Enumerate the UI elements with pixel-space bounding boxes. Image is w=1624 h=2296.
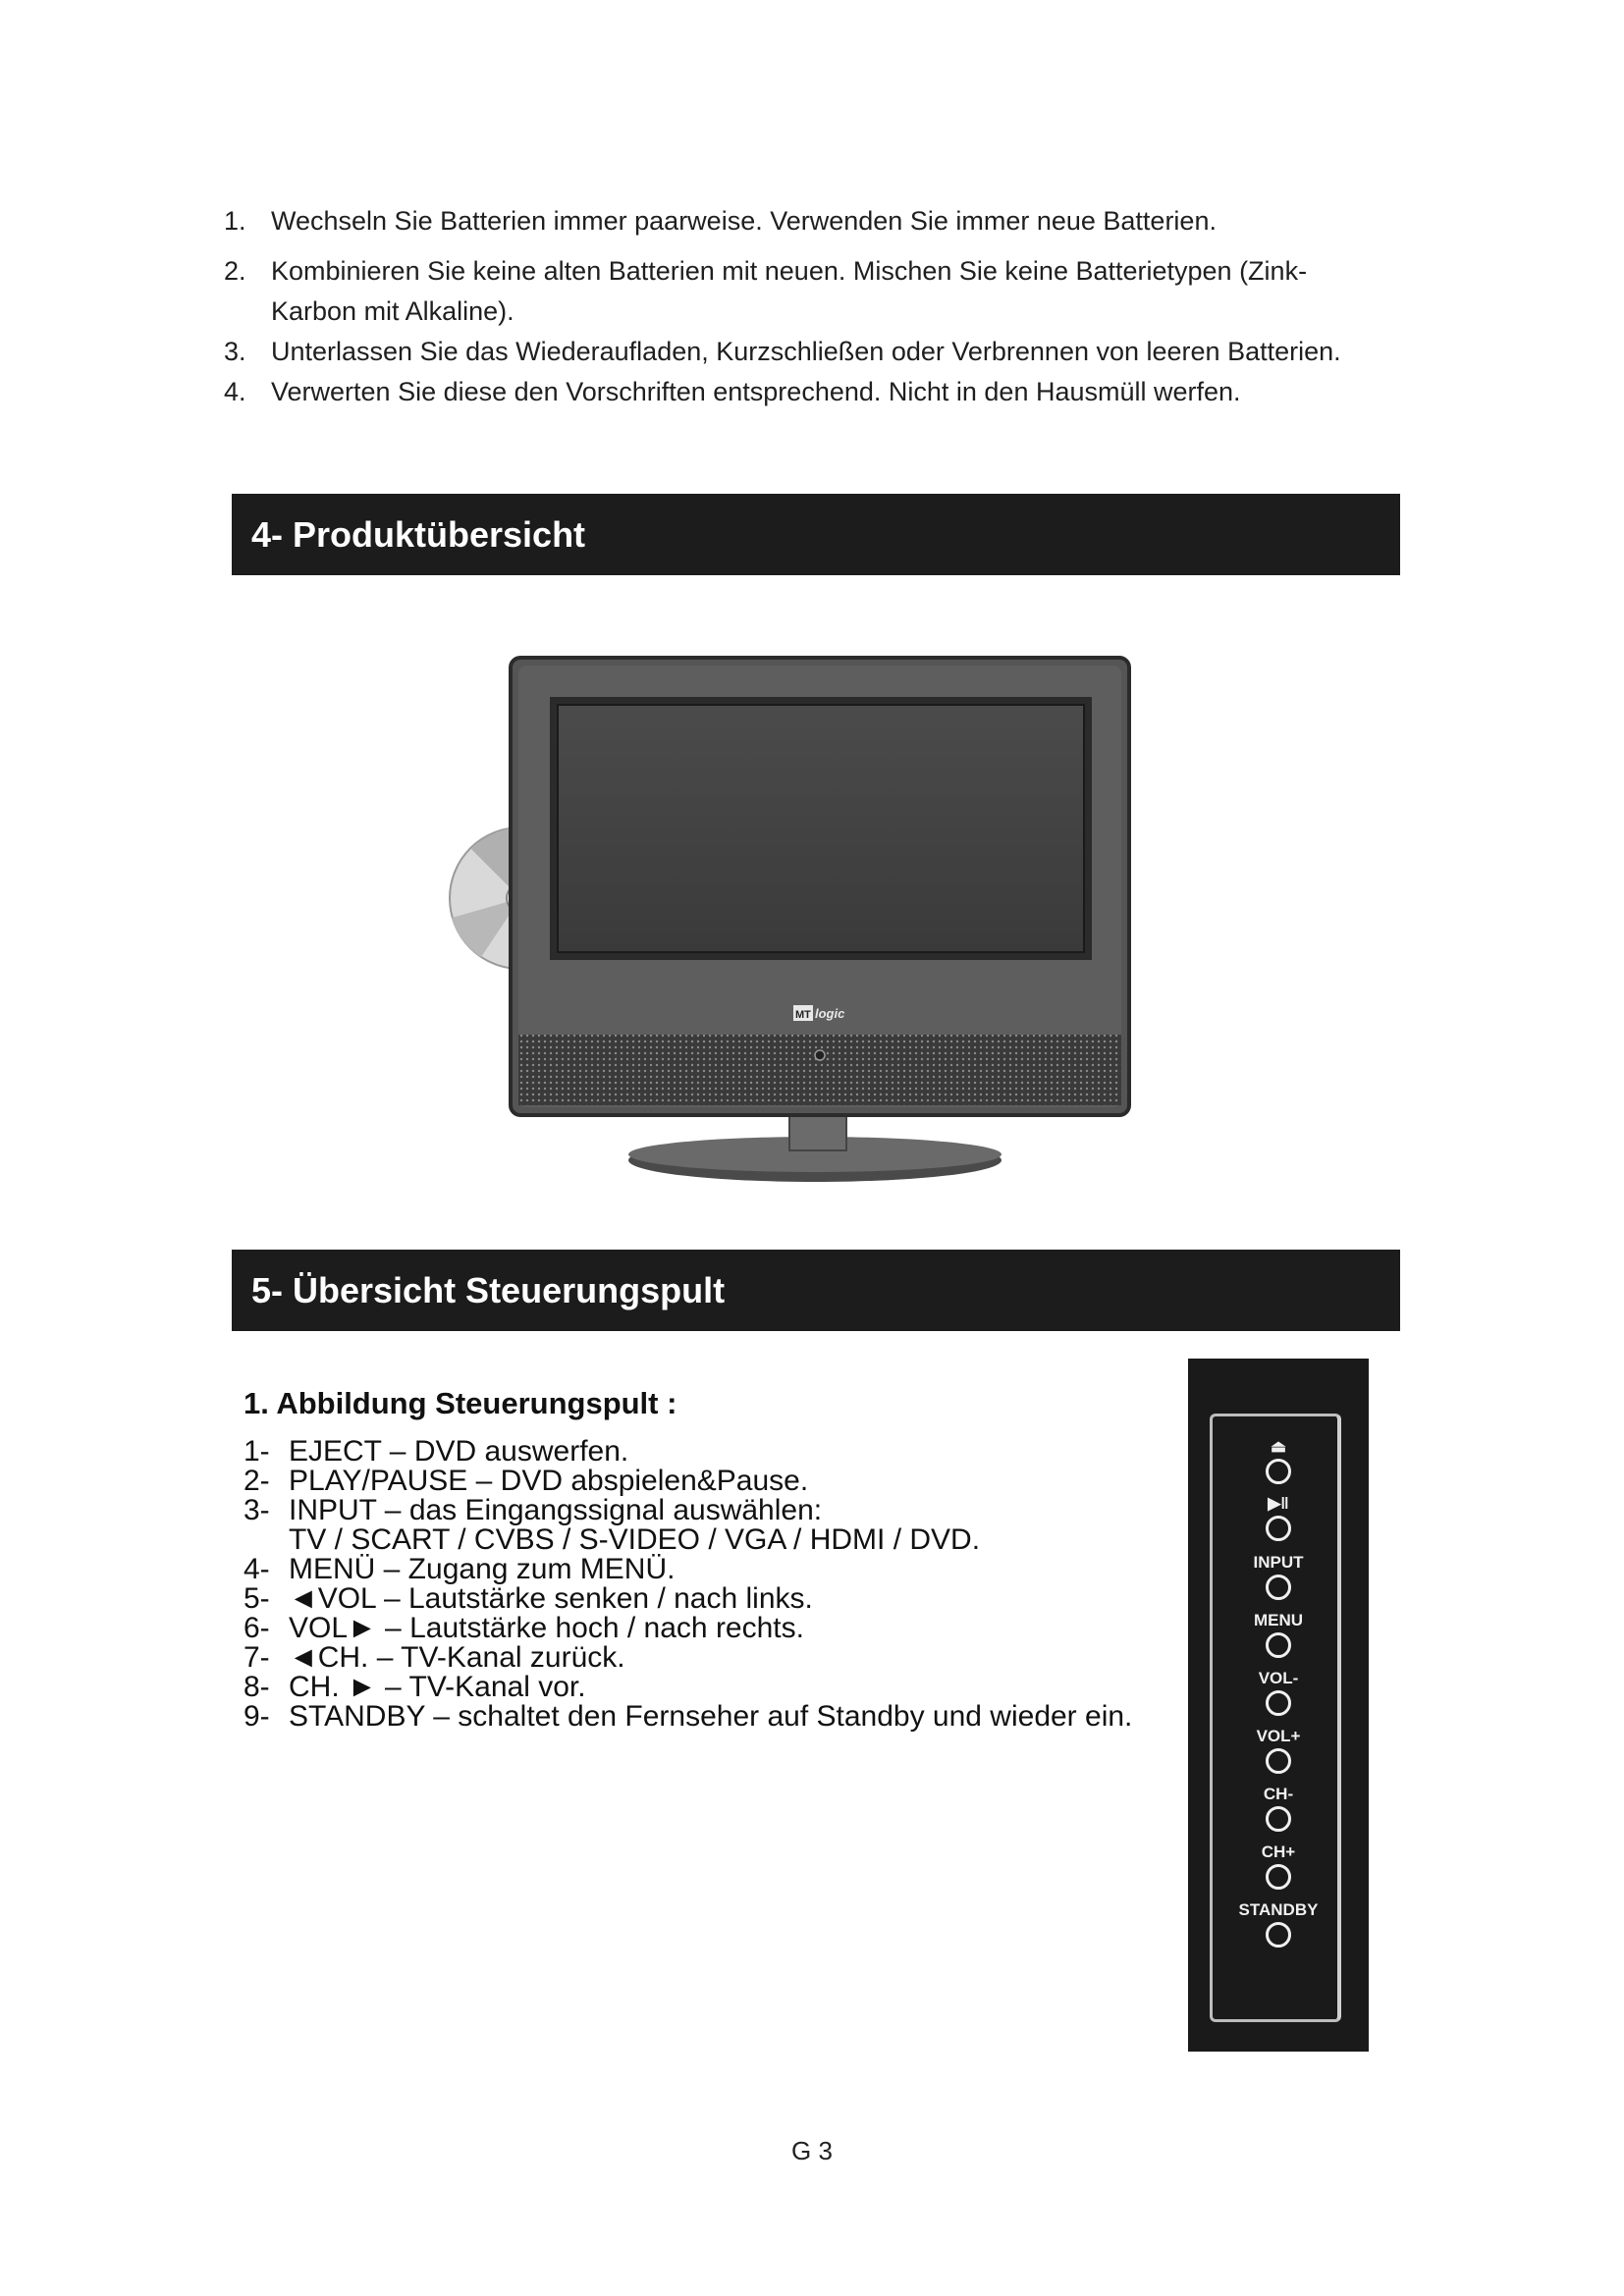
control-panel-heading: 1. Abbildung Steuerungspult : [244, 1386, 677, 1420]
list-item [244, 1643, 1206, 1673]
speaker-grille [518, 1035, 1121, 1105]
play-pause-icon: ▶‖ [1268, 1494, 1289, 1513]
list-number: 2- [244, 1465, 270, 1497]
panel-button-eject [1237, 1437, 1320, 1484]
panel-button-input [1237, 1553, 1320, 1600]
list-text: MENÜ – Zugang zum MENÜ. [289, 1553, 676, 1585]
list-number: 3. [224, 337, 246, 366]
eject-icon: ⏏ [1270, 1437, 1287, 1456]
list-item [224, 201, 1343, 241]
list-number: 1. [224, 206, 246, 236]
list-number: 1- [244, 1435, 270, 1468]
list-item [244, 1496, 1206, 1555]
panel-button-menu [1237, 1611, 1320, 1658]
panel-button-label: CH+ [1261, 1842, 1296, 1861]
list-text-line: INPUT – das Eingangssignal auswählen: [289, 1494, 823, 1526]
list-item [244, 1437, 1206, 1467]
list-text: ◄VOL – Lautstärke senken / nach links. [289, 1582, 813, 1615]
list-text: Kombinieren Sie keine alten Batterien mit neuen. Mischen Sie keine Batterietypen (Zink-Karbon mit Alkaline). [271, 256, 1308, 326]
section-header-product-overview: 4- Produktübersicht [232, 494, 1400, 575]
list-text: Wechseln Sie Batterien immer paarweise. Verwenden Sie immer neue Batterien. [271, 206, 1217, 236]
panel-button-label: STANDBY [1238, 1900, 1319, 1919]
button-circle [1266, 1864, 1291, 1890]
panel-button-vol-plus [1237, 1727, 1320, 1774]
list-number: 8- [244, 1671, 270, 1703]
button-circle [1266, 1922, 1291, 1948]
list-text: ◄CH. – TV-Kanal zurück. [289, 1641, 625, 1674]
panel-button-ch-minus [1237, 1785, 1320, 1832]
list-item [244, 1555, 1206, 1584]
list-text: PLAY/PAUSE – DVD abspielen&Pause. [289, 1465, 809, 1497]
list-number: 9- [244, 1700, 270, 1733]
list-number: 7- [244, 1641, 270, 1674]
panel-button-label: CH- [1263, 1785, 1294, 1803]
list-item [224, 251, 1343, 332]
list-number: 2. [224, 256, 246, 286]
list-number: 5- [244, 1582, 270, 1615]
panel-button-label: VOL+ [1256, 1727, 1301, 1745]
list-text: EJECT – DVD auswerfen. [289, 1435, 629, 1468]
list-text: STANDBY – schaltet den Fernseher auf Standby und wieder ein. [289, 1700, 1133, 1733]
button-circle [1266, 1806, 1291, 1832]
list-item [244, 1584, 1206, 1614]
list-text: VOL► – Lautstärke hoch / nach rechts. [289, 1612, 804, 1644]
panel-button-ch-plus [1237, 1842, 1320, 1890]
list-item [244, 1614, 1206, 1643]
button-circle [1266, 1459, 1291, 1484]
list-text [289, 1496, 1206, 1555]
page-number: G 3 [791, 2136, 833, 2165]
list-text: Verwerten Sie diese den Vorschriften entsprechend. Nicht in den Hausmüll werfen. [271, 377, 1241, 406]
button-circle [1266, 1516, 1291, 1541]
list-item [224, 372, 1343, 412]
panel-button-label: VOL- [1258, 1669, 1299, 1687]
panel-button-vol-minus [1237, 1669, 1320, 1716]
list-item [244, 1467, 1206, 1496]
list-text-line: TV / SCART / CVBS / S-VIDEO / VGA / HDMI / DVD. [289, 1523, 981, 1556]
panel-button-play-pause [1237, 1494, 1320, 1541]
list-text: CH. ► – TV-Kanal vor. [289, 1671, 586, 1703]
button-circle [1266, 1632, 1291, 1658]
control-panel-function-list [244, 1437, 1206, 1732]
svg-text:MT: MT [795, 1009, 811, 1021]
list-number: 4- [244, 1553, 270, 1585]
list-number: 4. [224, 377, 246, 406]
battery-notes-list [224, 201, 1343, 412]
button-circle [1266, 1748, 1291, 1774]
list-item [224, 332, 1343, 372]
mtlogic-logo [793, 1005, 845, 1021]
tv-illustration [412, 638, 1159, 1207]
button-circle [1266, 1575, 1291, 1600]
list-number: 6- [244, 1612, 270, 1644]
panel-button-label: MENU [1253, 1611, 1304, 1629]
panel-button-label: INPUT [1253, 1553, 1304, 1572]
list-item [244, 1702, 1206, 1732]
panel-button-standby [1237, 1900, 1320, 1948]
list-item [244, 1673, 1206, 1702]
section-header-control-panel: 5- Übersicht Steuerungspult [232, 1250, 1400, 1331]
svg-text:logic: logic [815, 1006, 845, 1021]
power-indicator-icon [815, 1050, 825, 1060]
button-circle [1266, 1690, 1291, 1716]
tv-screen [558, 705, 1084, 952]
list-number: 3- [244, 1494, 270, 1526]
list-text: Unterlassen Sie das Wiederaufladen, Kurzschließen oder Verbrennen von leeren Batterien. [271, 337, 1341, 366]
